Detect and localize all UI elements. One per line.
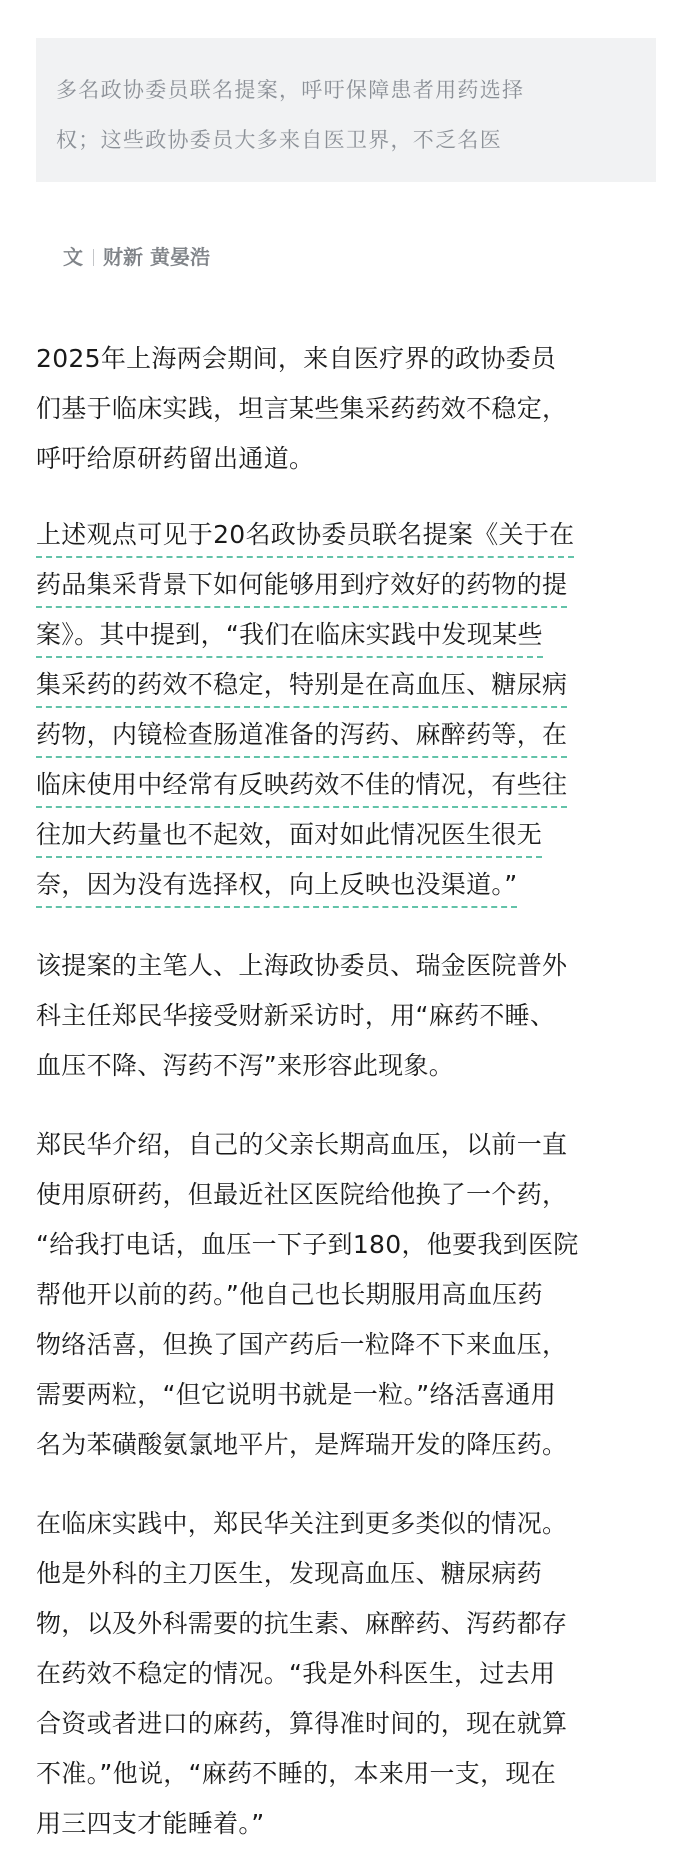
text-line: 药物，内镜检查肠道准备的泻药、麻醉药等，在	[36, 712, 666, 762]
summary-box	[36, 38, 656, 182]
text-line: 郑民华介绍，自己的父亲长期高血压，以前一直	[36, 1130, 568, 1159]
text-line: 帮他开以前的药。”他自己也长期服用高血压药	[36, 1280, 543, 1309]
byline-author[interactable]: 黄晏浩	[150, 245, 210, 269]
summary-line: 多名政协委员联名提案，呼吁保障患者用药选择	[56, 78, 525, 102]
text-line: 2025年上海两会期间，来自医疗界的政协委员	[36, 344, 557, 373]
paragraph-1	[36, 333, 666, 483]
byline	[63, 241, 210, 273]
byline-divider	[93, 249, 94, 266]
text-line: 案》。其中提到，“我们在临床实践中发现某些	[36, 612, 666, 662]
text-line: 不准。”他说，“麻药不睡的，本来用一支，现在	[36, 1759, 557, 1788]
byline-source: 财新	[103, 245, 143, 269]
text-line: 呼吁给原研药留出通道。	[36, 444, 315, 473]
paragraph-4	[36, 1119, 666, 1469]
text-line: 科主任郑民华接受财新采访时，用“麻药不睡、	[36, 1001, 556, 1030]
text-line: 临床使用中经常有反映药效不佳的情况，有些往	[36, 762, 666, 812]
paragraph-5	[36, 1498, 666, 1848]
paragraph-3	[36, 940, 666, 1090]
text-line: 上述观点可见于20名政协委员联名提案《关于在	[36, 512, 666, 562]
text-line: 名为苯磺酸氨氯地平片，是辉瑞开发的降压药。	[36, 1430, 568, 1459]
text-line: 他是外科的主刀医生，发现高血压、糖尿病药	[36, 1559, 543, 1588]
text-line: 使用原研药，但最近社区医院给他换了一个药，	[36, 1180, 568, 1209]
summary-line: 权；这些政协委员大多来自医卫界，不乏名医	[56, 128, 502, 152]
text-line: 物络活喜，但换了国产药后一粒降不下来血压，	[36, 1330, 568, 1359]
text-line: “给我打电话，血压一下子到180，他要我到医院	[36, 1230, 579, 1259]
byline-label: 文	[63, 245, 83, 269]
paragraph-2-quote	[36, 512, 666, 912]
text-line: 物，以及外科需要的抗生素、麻醉药、泻药都存	[36, 1609, 568, 1638]
text-line: 集采药的药效不稳定，特别是在高血压、糖尿病	[36, 662, 666, 712]
text-line: 需要两粒，“但它说明书就是一粒。”络活喜通用	[36, 1380, 557, 1409]
text-line: 药品集采背景下如何能够用到疗效好的药物的提	[36, 562, 666, 612]
text-line: 在药效不稳定的情况。“我是外科医生，过去用	[36, 1659, 556, 1688]
text-line: 奈，因为没有选择权，向上反映也没渠道。”	[36, 862, 666, 912]
text-line: 在临床实践中，郑民华关注到更多类似的情况。	[36, 1509, 568, 1538]
text-line: 们基于临床实践，坦言某些集采药药效不稳定，	[36, 394, 568, 423]
text-line: 用三四支才能睡着。”	[36, 1809, 265, 1838]
text-line: 该提案的主笔人、上海政协委员、瑞金医院普外	[36, 951, 568, 980]
text-line: 血压不降、泻药不泻”来形容此现象。	[36, 1051, 455, 1080]
text-line: 往加大药量也不起效，面对如此情况医生很无	[36, 812, 666, 862]
text-line: 合资或者进口的麻药，算得准时间的，现在就算	[36, 1709, 568, 1738]
